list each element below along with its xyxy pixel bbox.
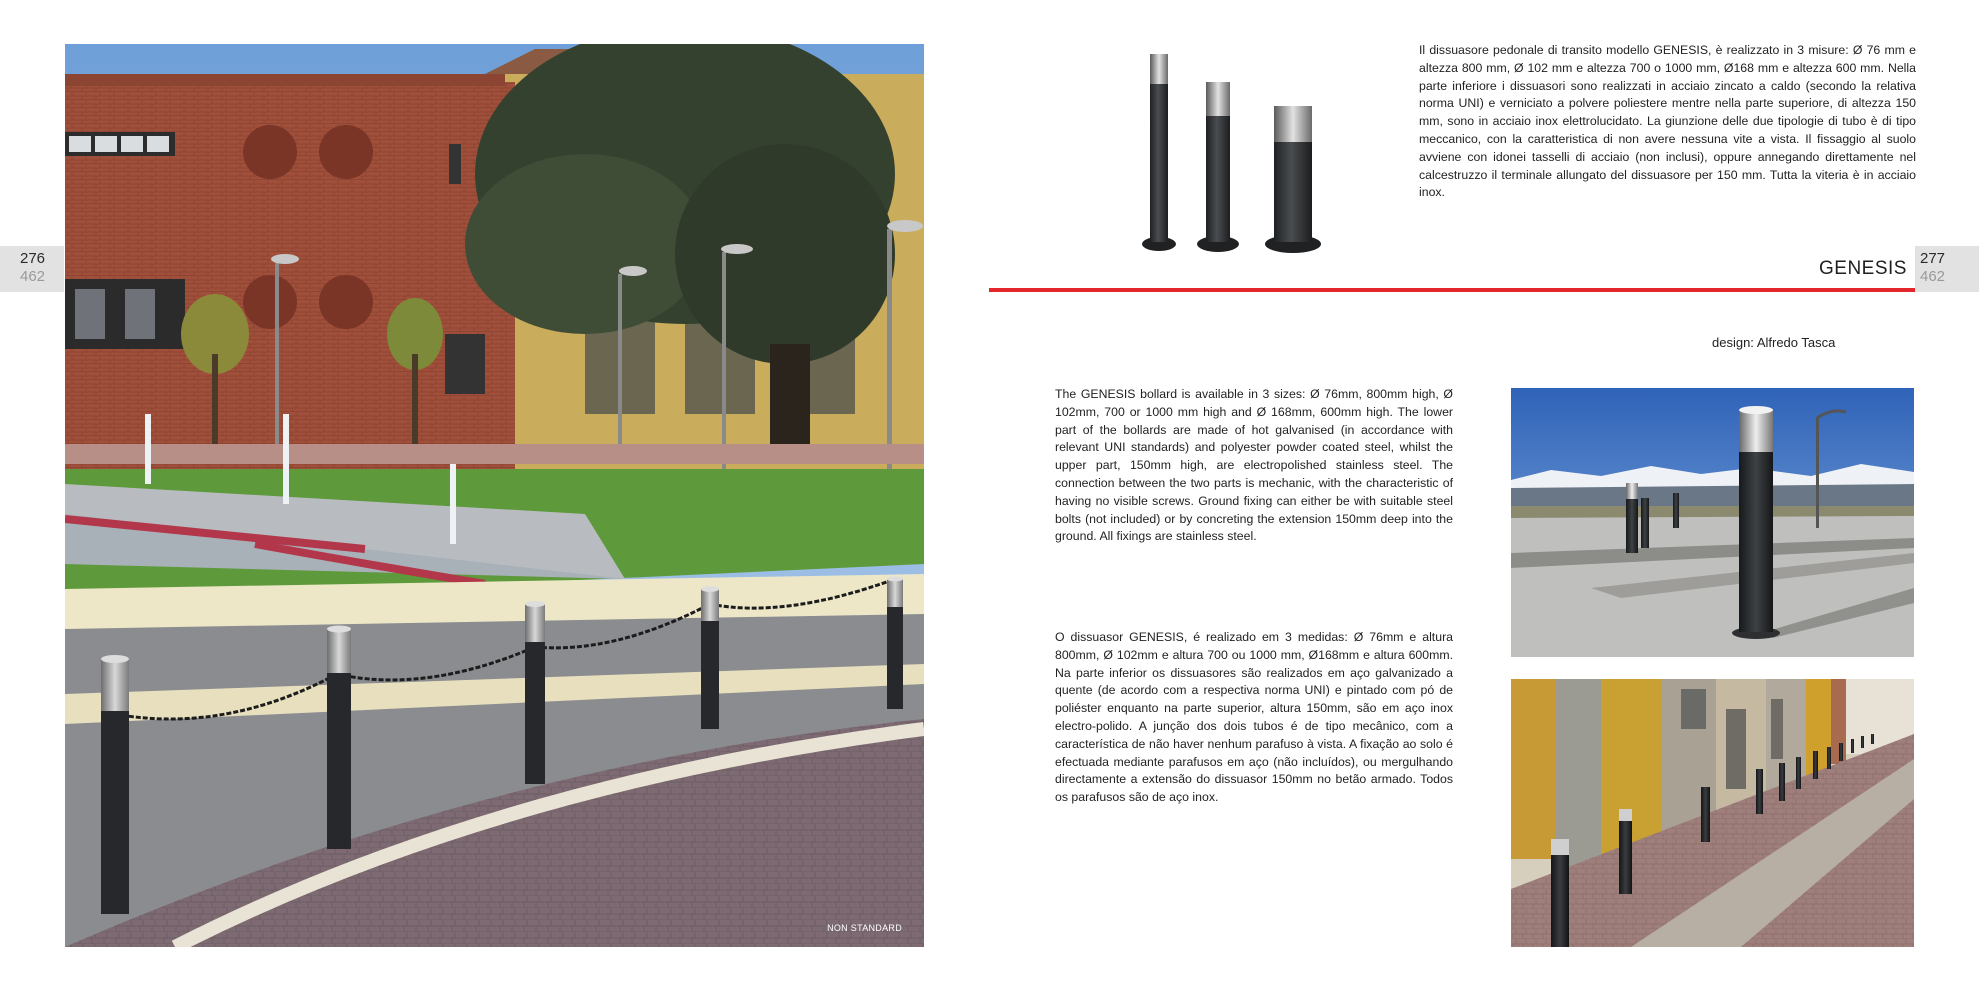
description-italian: Il dissuasore pedonale di transito modello GENESIS, è realizzato in 3 misure: Ø 76 mm e altezza 800 mm, Ø 102 mm e altezza 700 o 1000 mm, Ø168 mm e altezza 600 mm. Nella parte inferiore i dissuasori sono realizzati in acciaio zincato a caldo (secondo la relativa norma UNI) e verniciato a polvere poliestere mentre nella parte superiore, di altezza 150 mm, sono in acciaio inox elettrolucidato. La giunzione delle due tipologie di tubo è di tipo meccanico, con la caratteristica di non avere nessuna vite a vista. Il fissaggio al suolo avviene con idonei tasselli di acciaio (non inclusi), oppure annegando direttamente nel calcestruzzo il terminale allungato del dissuasore per 150 mm. Tutta la viteria è in acciaio inox. — [1419, 43, 1916, 200]
page-number-right: 277 — [1920, 250, 1946, 267]
product-title: GENESIS — [1819, 258, 1907, 279]
description-english: The GENESIS bollard is available in 3 sizes: Ø 76mm, 800mm high, Ø 102mm, 700 or 1000 mm high and Ø 168mm, 600mm high. The lower part of the bollards are made of hot galvanised (in accordance with relevant UNI standards) and polyester powder coated steel, whilst the upper part, 150mm high, are electropolished stainless steel. The connection between the two parts is mechanic, with the characteristic of having no visible screws. Ground fixing can either be with suitable steel bolts (not included) or by concreting the extension 150mm deep into the ground. All fixings are stainless steel. — [1055, 387, 1453, 544]
photo-street-bollards — [1511, 679, 1914, 947]
page-number-left: 276 — [20, 250, 46, 267]
photo-caption: NON STANDARD — [827, 923, 902, 933]
photo-square-mountains — [1511, 388, 1914, 657]
description-portuguese: O dissuasor GENESIS, é realizado em 3 medidas: Ø 76mm e altura 800mm, Ø 102mm e altura 700 ou 1000 mm, Ø168mm e altura 600mm. Na parte inferior os dissuasores são realizados em aço galvanizado a quente (de acordo com a respectiva norma UNI) e pintado com pó de poliéster enquanto na parte superior, altura 150mm, são em aço inox electro-polido. A junção dos dois tubos é de tipo mecânico, com a característica de não haver nenhum parafuso à vista. A fixação ao solo é efectuada mediante parafusos em aço (não incluídos), ou mergulhando directamente a extensão do dissuasor 150mm no betão armado. Todos os parafusos são de aço inox. — [1055, 630, 1453, 805]
main-photo-piazza — [65, 44, 924, 947]
designer-credit: design: Alfredo Tasca — [1712, 335, 1836, 350]
page-total-left: 462 — [20, 268, 46, 285]
page-tab-left — [0, 246, 64, 292]
page-tab-right — [1915, 246, 1979, 292]
page-total-right: 462 — [1920, 268, 1946, 285]
product-bollards-image — [1110, 44, 1335, 264]
title-divider — [989, 288, 1915, 292]
